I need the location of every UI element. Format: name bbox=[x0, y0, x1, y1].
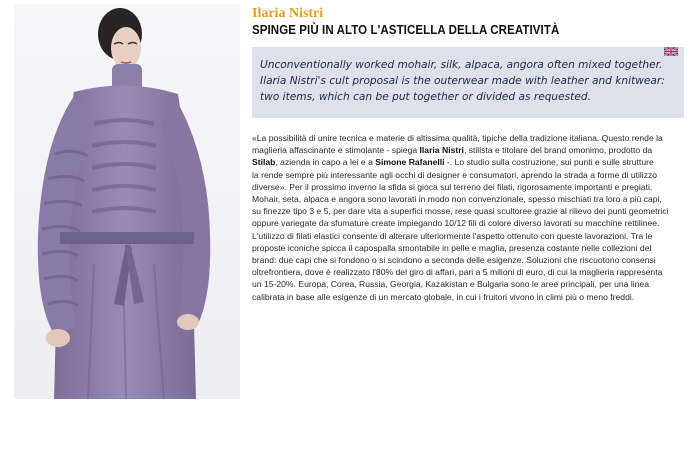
body-line: diverse». Per il prossimo inverno la sfida si gioca sul terreno dei filati, rigorosamente importanti e pregiati. bbox=[252, 181, 653, 192]
uk-flag-icon bbox=[664, 47, 678, 56]
body-line: su finezze tipo 3 e 5, per dare vita a superfici mosse, rese quasi scultoree grazie al rilievo dei punti geometrici bbox=[252, 206, 669, 217]
body-line: «La possibilità di unire tecnica e materie di altissima qualità, tipiche della tradizione italiana. Questo rende la bbox=[252, 133, 663, 143]
body-line: Stilab, azienda in capo a lei e a Simone Rafanelli -. Lo studio sulla costruzione, sui punti e sulle strutture bbox=[252, 157, 654, 168]
body-line: calibrata in base alle esigenze di un mercato globale, in cui i fruitori vivono in climi più o meno freddi. bbox=[252, 291, 635, 302]
designer-name: Ilaria Nistri bbox=[419, 145, 464, 156]
model-illustration bbox=[14, 4, 240, 399]
body-line: un 15-20%. Europa, Corea, Russia, Georgia, Kazakistan e Bulgaria sono le aree principali, per una linea bbox=[252, 279, 649, 290]
article-author: Ilaria Nistri bbox=[252, 6, 324, 21]
english-summary-line-3: two items, which can be put together or divided as requested. bbox=[260, 91, 591, 103]
body-line: L'utilizzo di filati elastici consente di alterare ulteriormente l'aspetto ottenuto con queste lavorazioni. Tra le bbox=[252, 230, 653, 241]
body-line: maglieria affascinante e stimolante - spiega Ilaria Nistri, stilista e titolare del brand omonimo, prodotto da bbox=[252, 145, 653, 156]
body-line: Mohair, seta, alpaca e angora sono lavorati in modo non convenzionale, spesso mischiati tra loro a più capi, bbox=[252, 194, 662, 205]
english-summary-line-1: Unconventionally worked mohair, silk, alpaca, angora often mixed together. bbox=[260, 59, 663, 71]
english-summary-line-2: Ilaria Nistri's cult proposal is the outerwear made with leather and knitwear: bbox=[260, 75, 665, 87]
article-body bbox=[252, 132, 684, 303]
body-line: oltrefrontiera, dove è realizzato l'80% del giro di affari, pari a 5 milioni di euro, di cui la maglieria rappresenta bbox=[252, 267, 663, 278]
article-headline: SPINGE PIÙ IN ALTO L'ASTICELLA DELLA CREATIVITÀ bbox=[252, 23, 560, 37]
body-line: proposte iconiche spicca il capospalla smontabile in pelle e maglia, presenza costante nelle collezioni del bbox=[252, 242, 652, 253]
article-column bbox=[252, 6, 684, 303]
body-line: la rende sempre più interessante agli occhi di designer e consumatori, aprendo la strada a forme di utilizzo bbox=[252, 169, 658, 180]
english-summary-box bbox=[252, 47, 684, 118]
body-line: oppure variegate da sfumature create impiegando 10/12 fili di colore diverso lavorati su macchine rettilinee. bbox=[252, 218, 660, 229]
partner-name: Simone Rafanelli bbox=[375, 157, 445, 168]
company-name: Stilab bbox=[252, 157, 276, 168]
model-photo bbox=[14, 4, 240, 399]
body-line: brand: due capi che si fondono o si scindono a seconda delle esigenze. Soluzioni che riscuotono consensi bbox=[252, 255, 656, 266]
